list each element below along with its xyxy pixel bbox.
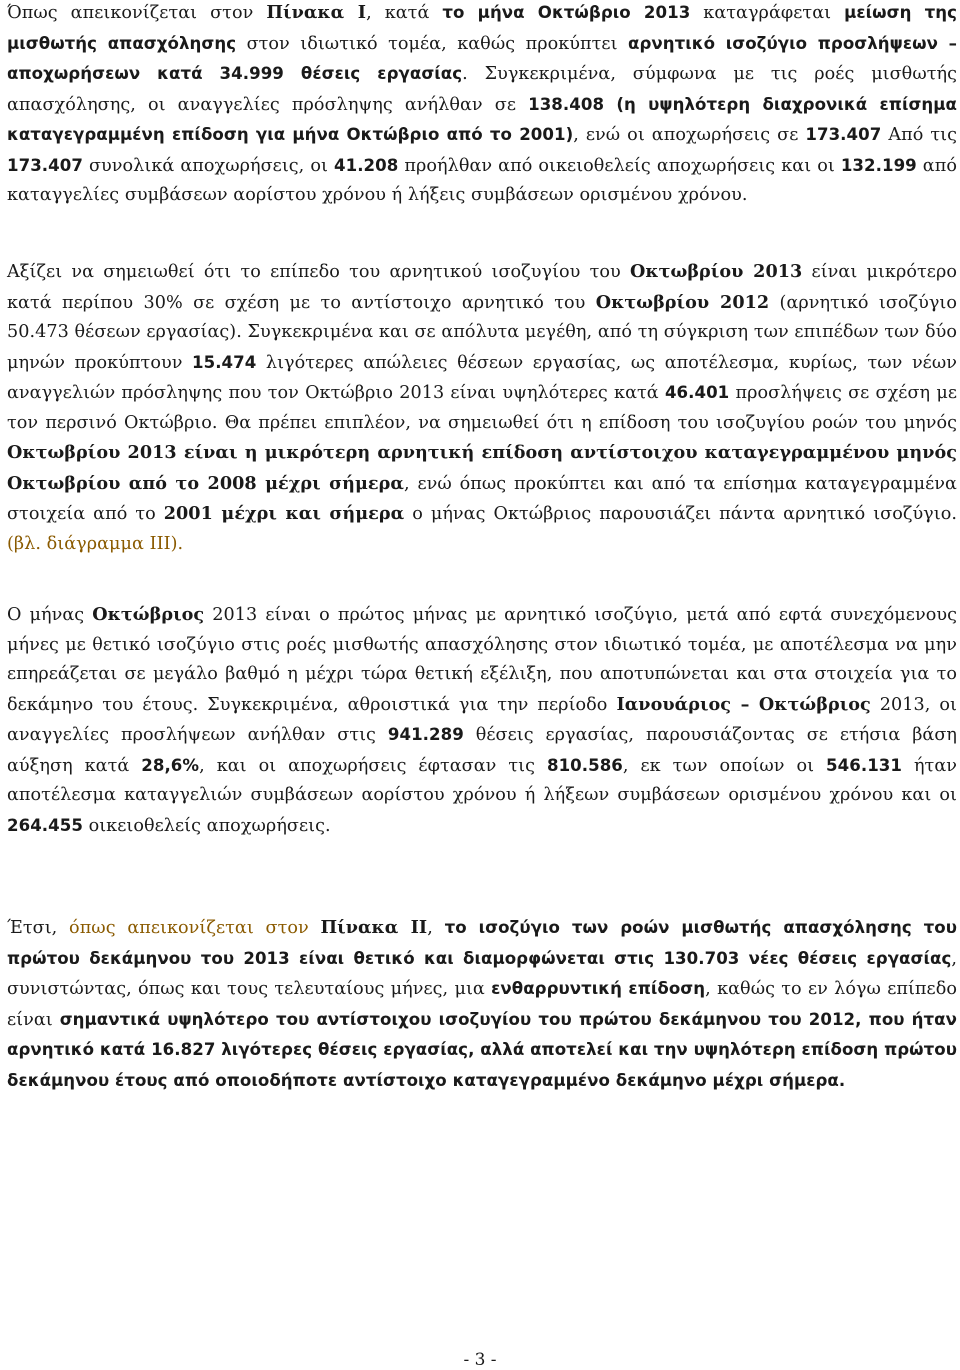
text-span: είναι μικρότερο κατά περίπου 30% σε σχέση με το αντίστοιχο αρνητικό του [7, 262, 957, 313]
colored-span: όπως απεικονίζεται στον [69, 918, 321, 938]
text-span: θέσεις εργασίας, παρουσιάζοντας σε ετήσια βάση αύξηση κατά [7, 725, 958, 776]
text-span: ο μήνας Οκτώβριος παρουσιάζει πάντα αρνητικό ισοζύγιο. [404, 504, 957, 524]
bold-span: ενθαρρυντική επίδοση [491, 979, 706, 998]
page-number: - 3 - [463, 1350, 497, 1370]
text-span: 2013 είναι ο πρώτος μήνας με αρνητικό ισοζύγιο, μετά από εφτά συνεχόμενους μήνες με θετικό ισοζύγιο στις ροές μισθωτής απασχόλησης στον ιδιωτικό τομέα, με αποτέλεσμα να μην επηρεάζεται σε μεγάλο βαθμό η μέχρι τώρα θετική εξέλιξη, που αποτυπώνεται και στα στοιχεία για το δεκάμηνο του έτους. Συγκεκριμένα, αθροιστικά για την περίοδο [7, 605, 957, 715]
text-span: Όπως απεικονίζεται στον [7, 3, 267, 23]
bold-span: 138.408 (η υψηλότερη διαχρονικά επίσημα καταγεγραμμένη επίδοση για μήνα Οκτώβριο από το 2001) [7, 94, 958, 144]
bold-span: μείωση της μισθωτής απασχόλησης [7, 3, 958, 53]
bold-span: 264.455 [7, 815, 83, 835]
paragraph-1 [7, 0, 957, 211]
text-span: , ενώ οι αποχωρήσεις σε [573, 125, 806, 145]
bold-span: Πίνακα Ι [266, 2, 367, 23]
bold-span: 28,6% [141, 755, 200, 775]
bold-span: Οκτωβρίου 2013 [630, 261, 803, 282]
bold-span: το ισοζύγιο των ροών μισθωτής απασχόλησης του πρώτου δεκάμηνου του 2013 είναι θετικό και διαμορφώνεται στις 130.703 νέες θέσεις εργασίας [7, 918, 957, 968]
bold-span: 173.407 [7, 155, 83, 175]
text-span: . Συγκεκριμένα, σύμφωνα με τις ροές μισθωτής απασχόλησης, οι αναγγελίες πρόσληψης ανήλθαν σε [7, 64, 957, 115]
text-span: ήταν αποτέλεσμα καταγγελιών συμβάσεων αορίστου χρόνου ή λήξεων συμβάσεων ορισμένου χρόνου και οι [7, 755, 957, 805]
chart-reference: (βλ. διάγραμμα ΙΙΙ). [7, 533, 184, 554]
text-span: λιγότερες απώλειες θέσεων εργασίας, ως αποτέλεσμα, κυρίως, των νέων αναγγελιών πρόσληψης που τον Οκτώβριο 2013 είναι υψηλότερες κατά [7, 352, 957, 403]
paragraph-2 [7, 257, 957, 559]
text-span: , ενώ όπως προκύπτει και από τα επίσημα καταγεγραμμένα στοιχεία από το [7, 473, 957, 524]
bold-span: αρνητικό ισοζύγιο προσλήψεων – αποχωρήσεων κατά 34.999 θέσεις εργασίας [7, 33, 957, 83]
text-span: (αρνητικό ισοζύγιο 50.473 θέσεων εργασίας). Συγκεκριμένα και σε απόλυτα μεγέθη, από τη σύγκριση των επιπέδων των δύο μηνών προκύπτουν [7, 292, 958, 373]
bold-span: 941.289 [387, 725, 464, 744]
text-span: στον ιδιωτικό τομέα, καθώς προκύπτει [236, 33, 629, 54]
bold-span: σημαντικά υψηλότερο του αντίστοιχου ισοζυγίου του πρώτου δεκάμηνου του 2012, που ήταν αρνητικό κατά 16.827 λιγότερες θέσεις εργασίας, αλλά αποτελεί και την υψηλότερη επίδοση πρώτου δεκάμηνου έτους από οποιοδήποτε αντίστοιχο καταγεγραμμένο δεκάμηνο μέχρι σήμερα. [7, 1009, 957, 1090]
bold-span: Οκτωβρίου 2012 [595, 291, 770, 313]
text-span: καταγράφεται [690, 3, 845, 23]
bold-span: 15.474 [192, 352, 257, 372]
text-span: οικειοθελείς αποχωρήσεις. [82, 815, 331, 836]
bold-span: 41.208 [334, 155, 399, 175]
text-span: Αξίζει να σημειωθεί ότι το επίπεδο του αρνητικού ισοζυγίου του [7, 262, 631, 282]
bold-span: 546.131 [826, 755, 902, 775]
bold-span: Οκτώβριος [92, 604, 205, 625]
text-span: , κατά [366, 3, 443, 23]
text-span: Έτσι, [7, 918, 70, 938]
text-span: Από τις [881, 125, 957, 145]
paragraph-4 [7, 913, 957, 1096]
paragraph-3 [7, 600, 957, 841]
bold-span: το μήνα Οκτώβριο 2013 [442, 3, 691, 22]
bold-span: 810.586 [546, 755, 623, 775]
text-span: , καθώς το εν λόγω επίπεδο είναι [7, 979, 957, 1030]
text-span: προσλήψεις σε σχέση με τον περσινό Οκτώβριο. Θα πρέπει επιπλέον, να σημειωθεί ότι η επίδοση του ισοζυγίου ροών του μηνός [7, 383, 957, 433]
text-span: από καταγγελίες συμβάσεων αορίστου χρόνου ή λήξεις συμβάσεων ορισμένου χρόνου. [7, 155, 957, 205]
text-span: , και οι αποχωρήσεις έφτασαν τις [199, 755, 547, 776]
bold-span: 132.199 [840, 155, 917, 175]
bold-span: Ιανουάριος – Οκτώβριος [616, 693, 871, 715]
text-span: Ο μήνας [7, 605, 93, 625]
bold-span: 173.407 [805, 125, 882, 144]
bold-span: 2001 μέχρι και σήμερα [163, 503, 405, 524]
text-span: 2013, οι αναγγελίες προσλήψεων ανήλθαν στις [7, 694, 957, 745]
bold-span: 46.401 [664, 383, 730, 402]
text-span: , [427, 918, 445, 938]
text-span: , εκ των οποίων οι [622, 755, 827, 776]
bold-span: Οκτωβρίου 2013 είναι η μικρότερη αρνητική επίδοση αντίστοιχου καταγεγραμμένου μηνός Οκτωβρίου από το 2008 μέχρι σήμερα [7, 442, 957, 494]
bold-span: Πίνακα ΙΙ [320, 917, 428, 938]
text-span: , συνιστώντας, όπως και τους τελευταίους μήνες, μια [7, 948, 957, 999]
text-span: προήλθαν από οικειοθελείς αποχωρήσεις και οι [398, 155, 841, 176]
text-span: συνολικά αποχωρήσεις, οι [82, 155, 334, 176]
